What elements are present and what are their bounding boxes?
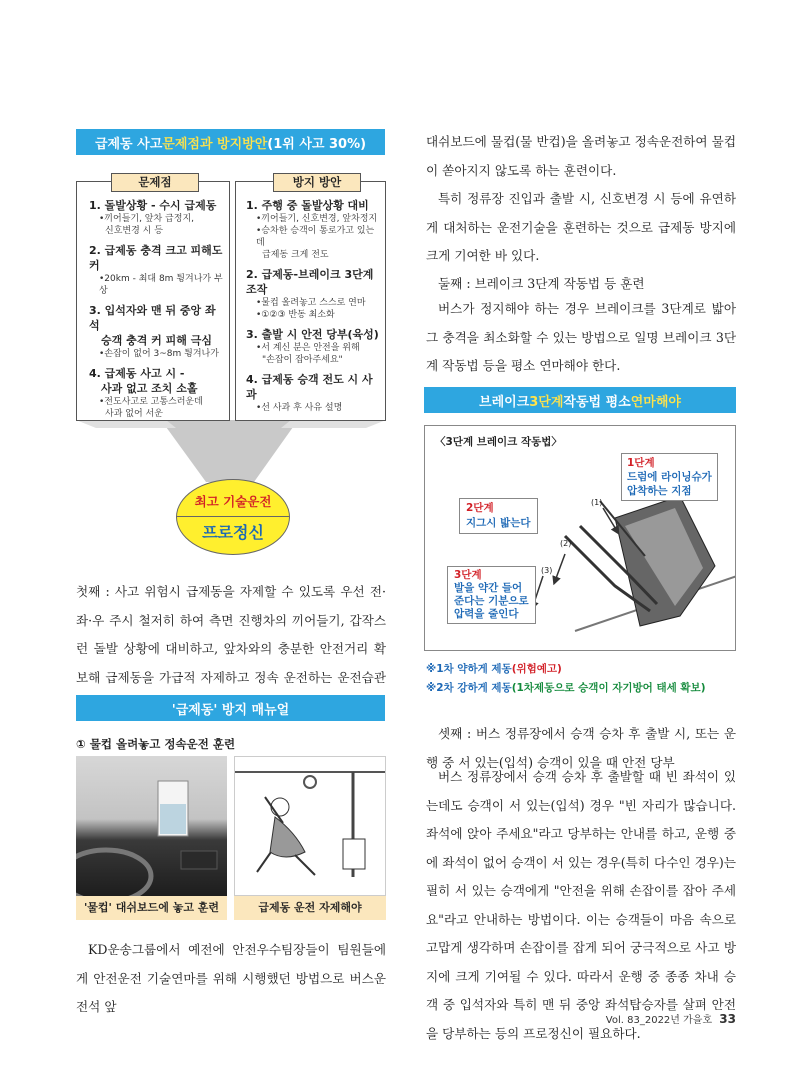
step3-label xyxy=(447,566,536,624)
paragraph-cup-continued: 대쉬보드에 물컵(물 반컵)을 올려놓고 정속운전하여 물컵이 쏟아지지 않도록 하는 훈련이다. xyxy=(426,134,736,178)
paragraph-first: 첫째 : 사고 위험시 급제동을 자제할 수 있도록 우선 전·좌·우 주시 철저히 하여 측면 진행차의 끼어들기, 갑작스런 돌발 상황에 대비하고, 앞차와의 충분한 안전거리 확보해 급제동을 가급적 자제하고 정속 운전하는 운전습관 xyxy=(76,584,386,685)
prevention-item xyxy=(246,372,381,414)
prevention-item-detail: •선 사과 후 사유 설명 xyxy=(256,403,343,413)
problems-tag: 문제점 xyxy=(111,173,199,192)
problems-item-detail: •손잡이 없어 3~8m 튕겨나가 xyxy=(99,349,219,359)
prevention-item-detail: •서 계신 분은 안전을 위해 xyxy=(256,343,360,353)
prevention-item-title: 3. 출발 시 안전 당부(육성) xyxy=(246,328,379,341)
note1-paren: (위험예고) xyxy=(511,663,562,675)
problems-item xyxy=(89,303,223,360)
prevention-item-title: 1. 주행 중 돌발상황 대비 xyxy=(246,199,369,212)
problems-item-title: 4. 급제동 사고 시 - xyxy=(89,367,185,380)
step2-label xyxy=(459,498,538,534)
prevention-item-detail: •끼어들기, 신호변경, 앞차정지 xyxy=(256,214,378,224)
dashboard-cup-photo xyxy=(76,756,227,896)
problems-item-title: 3. 입석자와 맨 뒤 중앙 좌석 xyxy=(89,304,216,332)
banner-highlight: 문제점과 방지방안 xyxy=(162,136,268,152)
paragraph-safety-request: 버스 정류장에서 승객 승차 후 출발할 때 빈 좌석이 있는데도 승객이 서 있는(입석) 경우 "빈 자리가 많습니다. 좌석에 앉아 주세요"라고 당부하는 안내를 하고, 운행 중에 좌석이 없어 승객이 서 있는 경우(특히 다수인 경우)는 필히 서 있는 승객에게 "안전을 위해 손잡이를 잡아 주세요"라고 안내하는 방법이다. 이는 승객들이 마음 속으로 고맙게 생각하며 손잡이를 잡게 되어 궁극적으로 사고 방지에 크게 기여될 수 있다. 따라서 운행 중 종종 차내 승객 중 입석자와 특히 맨 뒤 중앙 좌석탑승자를 살펴 안전을 당부하는 등의 프로정신이 필요하다. xyxy=(426,769,736,1041)
prevention-item-title: 4. 급제동 승객 전도 시 사과 xyxy=(246,373,373,401)
paragraph-second-head: 둘째 : 브레이크 3단계 작동법 등 훈련 xyxy=(438,276,645,291)
prevention-box xyxy=(235,181,386,421)
note2-paren: (1차제동으로 승객이 자기방어 태세 확보) xyxy=(511,682,706,694)
photo-caption-brake: 급제동 운전 자제해야 xyxy=(234,896,386,920)
footer-volume: Vol. 83_2022년 가을호 xyxy=(605,1015,713,1026)
diagram-num-3: (3) xyxy=(541,566,553,575)
footer xyxy=(560,1011,736,1026)
problems-list xyxy=(89,198,223,420)
prevention-list xyxy=(246,198,381,414)
ellipse-line1: 최고 기술운전 xyxy=(194,494,272,509)
problems-item-detail: •끼어들기, 앞차 급정지, xyxy=(99,214,194,224)
prevention-item xyxy=(246,327,381,366)
step3-line1: 발을 약간 들어 xyxy=(454,582,523,594)
problems-item xyxy=(89,243,223,297)
banner-prefix: 급제동 사고 xyxy=(94,136,163,152)
paragraph-brake-3step: 버스가 정지해야 하는 경우 브레이크를 3단계로 밟아 그 충격을 최소화할 수 있는 방법으로 일명 브레이크 3단계 작동법 등을 평소 연마해야 한다. xyxy=(426,301,736,373)
banner2-mid: 작동법 평소 xyxy=(563,394,631,410)
prevention-item-title: 2. 급제동-브레이크 3단계 조작 xyxy=(246,268,374,296)
paragraph-third-head: 셋째 : 버스 정류장에서 승객 승차 후 출발 시, 또는 운행 중 서 있는(입석) 승객이 있을 때 안전 당부 xyxy=(426,726,736,770)
prevention-item-detail: 급제동 크게 전도 xyxy=(262,250,329,260)
paragraph-kd-group: KD운송그룹에서 예전에 안전우수팀장들이 팀원들에게 안전운전 기술연마를 위해 시행했던 방법으로 버스운전석 앞 xyxy=(76,942,386,1014)
banner2-hl2: 연마해야 xyxy=(630,394,681,410)
diagram-num-2: (2) xyxy=(560,539,572,548)
problems-item-title-cont: 승객 충격 커 피해 극심 xyxy=(101,334,212,347)
note2-prefix: ※2차 강하게 제동 xyxy=(426,682,512,694)
step1-line2: 압착하는 지점 xyxy=(627,485,692,497)
step1-label xyxy=(621,453,718,501)
page-number: 33 xyxy=(719,1012,736,1026)
note-second-brake xyxy=(426,680,706,695)
step2-line1: 지그시 밟는다 xyxy=(466,517,531,529)
problems-box xyxy=(76,181,230,421)
note1-prefix: ※1차 약하게 제동 xyxy=(426,663,512,675)
note-first-brake xyxy=(426,661,562,676)
step1-head: 1단계 xyxy=(627,457,655,469)
photo-caption-cup: '물컵' 대쉬보드에 놓고 훈련 xyxy=(76,896,227,920)
step1-line1: 드럼에 라이닝슈가 xyxy=(627,471,712,483)
prevention-item-detail: •승차한 승객이 통로가고 있는데 xyxy=(256,226,375,248)
banner-accident-problems xyxy=(76,129,385,155)
banner2-prefix: 브레이크 xyxy=(479,394,530,410)
step2-head: 2단계 xyxy=(466,502,494,514)
problems-item xyxy=(89,366,223,420)
ellipse-line2: 프로정신 xyxy=(202,523,264,542)
banner-manual: '급제동' 방지 매뉴얼 xyxy=(76,695,385,721)
banner2-hl1: 3단계 xyxy=(529,394,564,410)
problems-item-detail: •전도사고로 고통스러운데 xyxy=(99,397,203,407)
prevention-item-detail: •①②③ 반동 최소화 xyxy=(256,310,335,320)
diagram-title: 〈3단계 브레이크 작동법〉 xyxy=(435,436,562,448)
banner-suffix: (1위 사고 30%) xyxy=(267,136,367,152)
subhead-cup-training: ① 물컵 올려놓고 정속운전 훈련 xyxy=(76,737,236,751)
problems-item-title: 1. 돌발상황 - 수시 급제동 xyxy=(89,199,217,212)
problems-item xyxy=(89,198,223,237)
problems-item-title-cont: 사과 없고 조치 소홀 xyxy=(101,382,198,395)
problems-item-detail: •20km - 최대 8m 튕겨나가 부상 xyxy=(99,274,223,296)
problems-item-detail: 신호변경 시 등 xyxy=(105,226,163,236)
step3-line2: 준다는 기분으로 xyxy=(454,595,529,607)
prevention-item-detail: "손잡이 잡아주세요" xyxy=(262,355,343,365)
step3-head: 3단계 xyxy=(454,569,482,581)
brake-diagram xyxy=(424,425,736,651)
prevention-tag: 방지 방안 xyxy=(273,173,361,192)
banner-brake-3step xyxy=(424,387,736,413)
paragraph-bus-stop: 특히 정류장 진입과 출발 시, 신호변경 시 등에 유연하게 대처하는 운전기술을 훈련하는 것으로 급제동 방지에 크게 기여한 바 있다. xyxy=(426,191,736,263)
prevention-item xyxy=(246,267,381,321)
step3-line3: 압력을 줄인다 xyxy=(454,608,519,620)
pro-spirit-ellipse xyxy=(176,479,290,555)
problems-item-detail: 사과 없어 서운 xyxy=(105,409,163,419)
problems-item-title: 2. 급제동 충격 크고 피해도 커 xyxy=(89,244,223,272)
bus-fall-illustration xyxy=(234,756,386,896)
diagram-num-1: (1) xyxy=(591,498,603,507)
prevention-item xyxy=(246,198,381,261)
prevention-item-detail: •물컵 올려놓고 스스로 연마 xyxy=(256,298,366,308)
